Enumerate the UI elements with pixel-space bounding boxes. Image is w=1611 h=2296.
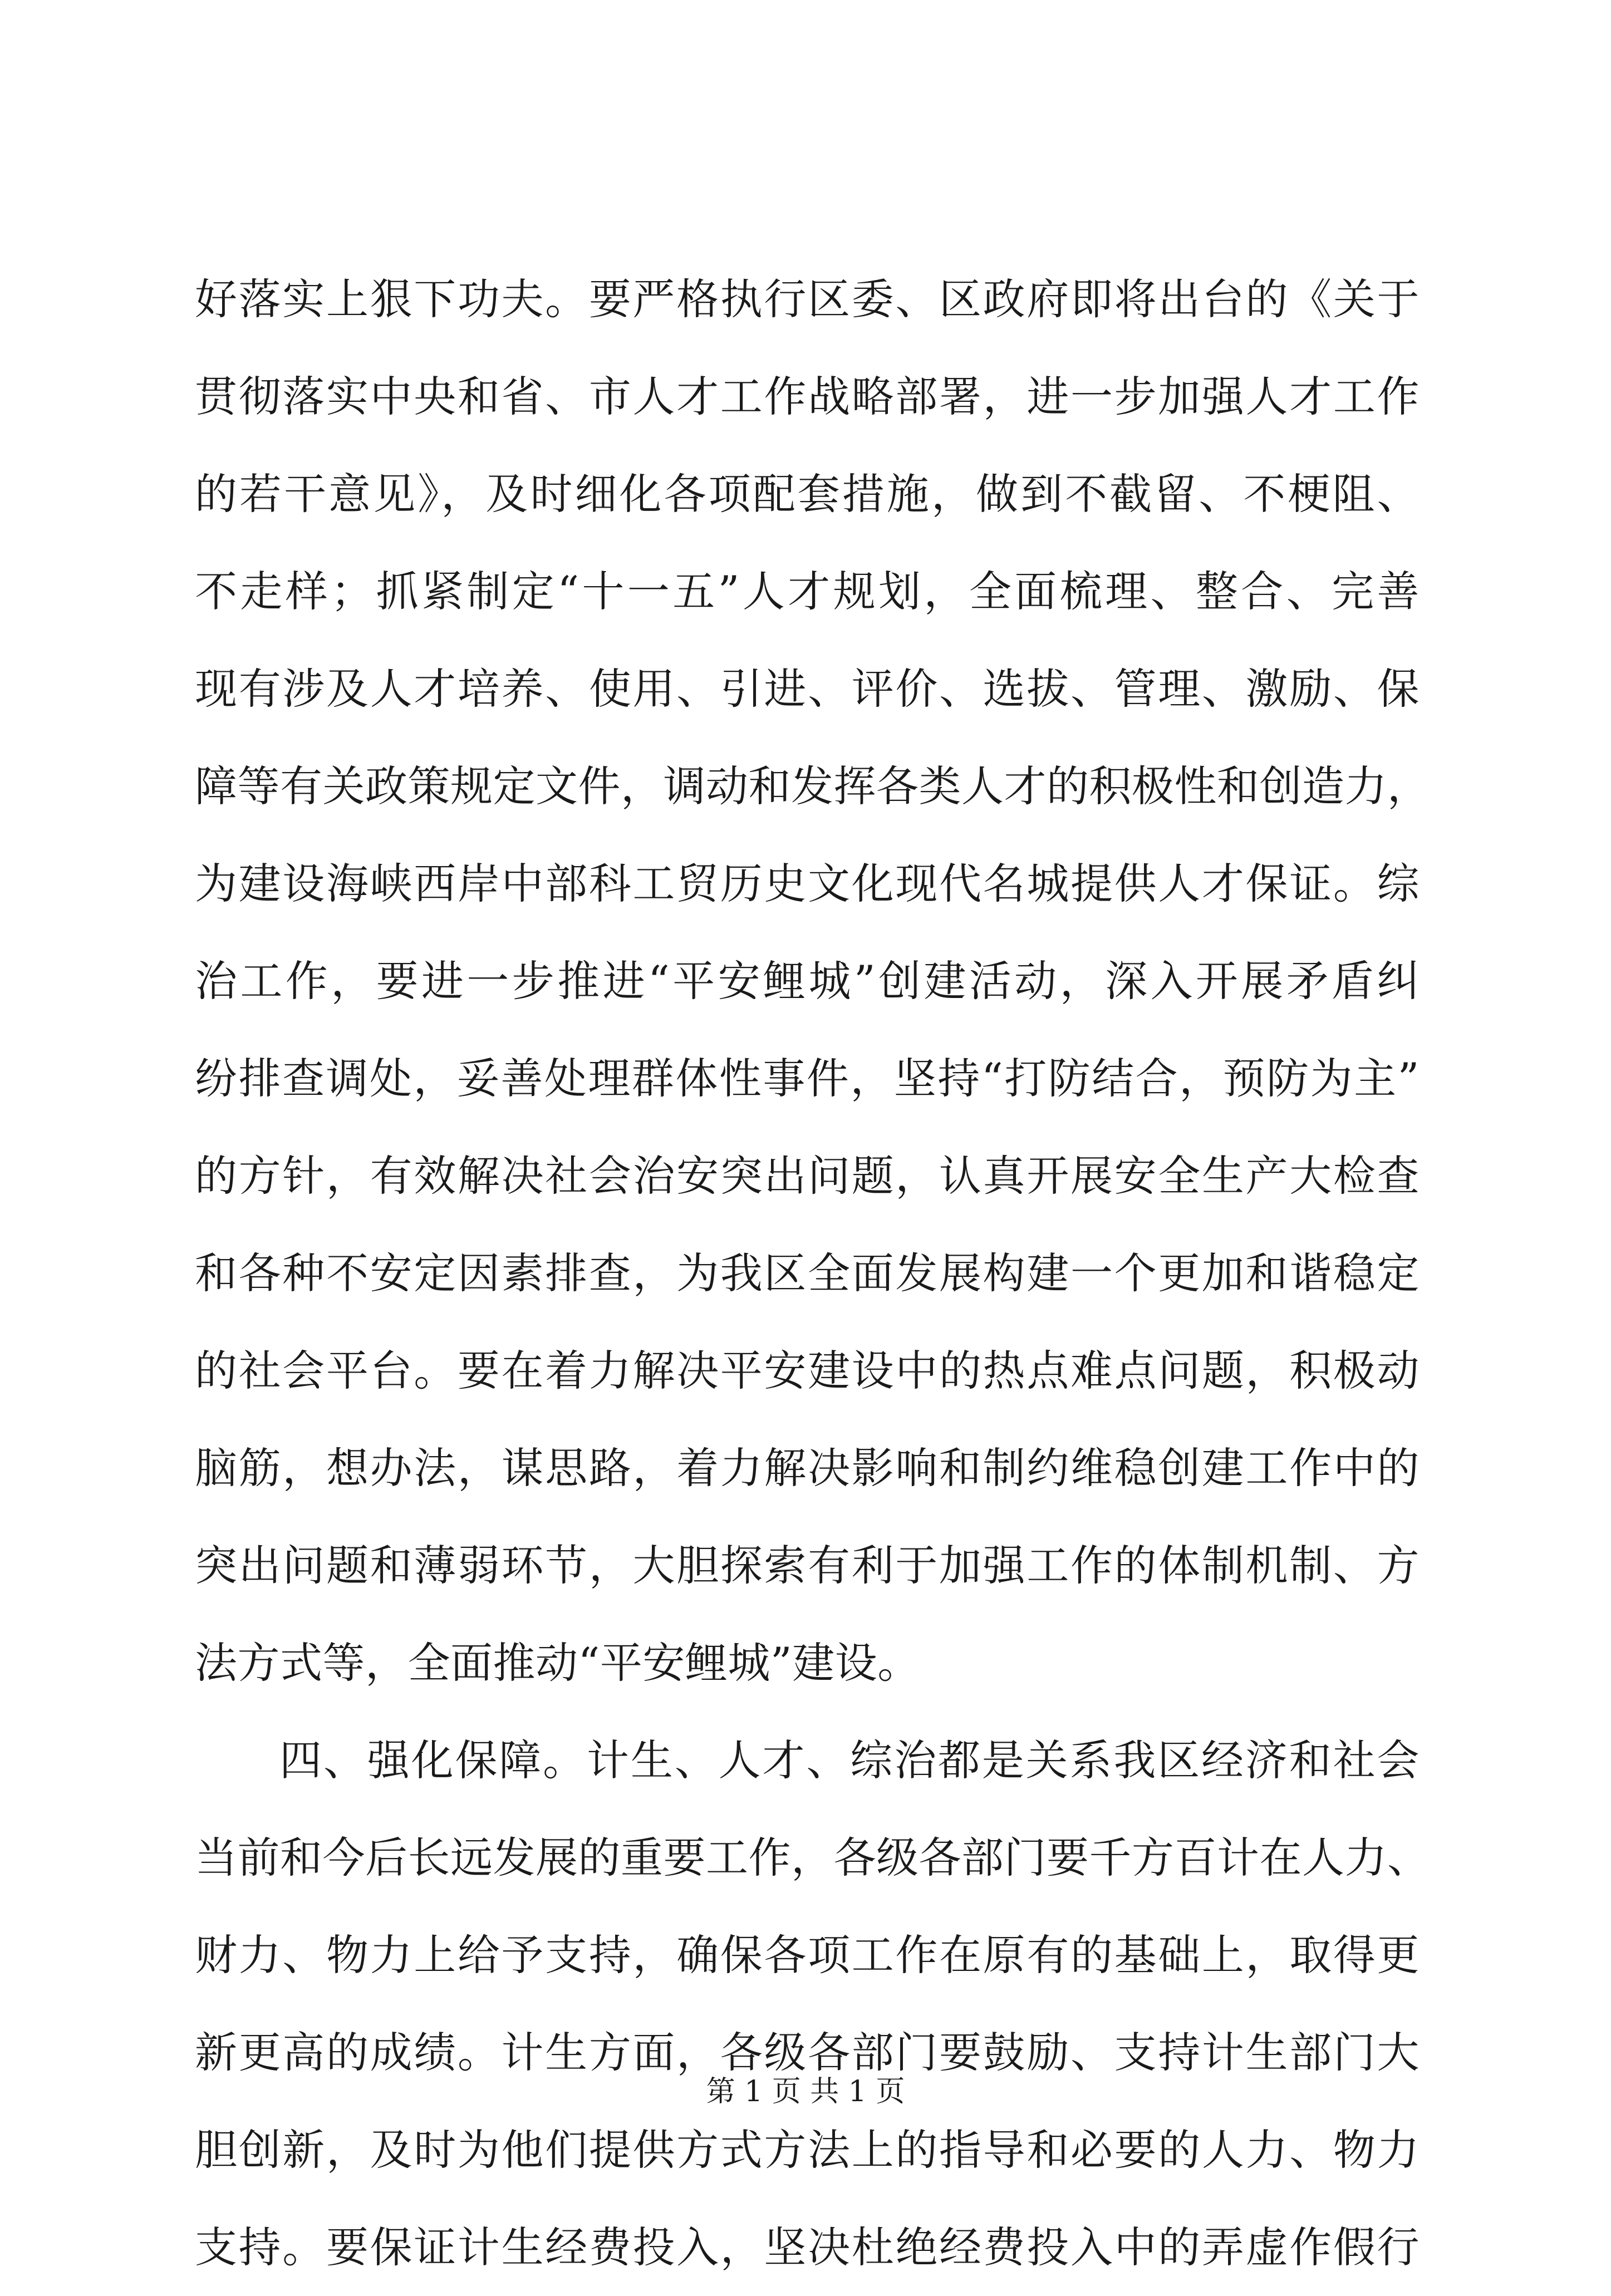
- text-line: 突出问题和薄弱环节，大胆探索有利于加强工作的体制机制、方: [195, 1541, 1420, 1590]
- text-line: 好落实上狠下功夫。要严格执行区委、区政府即将出台的《关于: [195, 274, 1420, 324]
- text-line: 不走样；抓紧制定“十一五”人才规划，全面梳理、整合、完善: [195, 567, 1420, 616]
- text-line: 和各种不安定因素排查，为我区全面发展构建一个更加和谐稳定: [195, 1248, 1420, 1298]
- text-line: 纷排查调处，妥善处理群体性事件，坚持“打防结合，预防为主”: [195, 1054, 1420, 1103]
- text-line: 财力、物力上给予支持，确保各项工作在原有的基础上，取得更: [195, 1930, 1420, 1980]
- text-line: 的方针，有效解决社会治安突出问题，认真开展安全生产大检查: [195, 1151, 1420, 1201]
- text-line: 胆创新，及时为他们提供方式方法上的指导和必要的人力、物力: [195, 2125, 1420, 2175]
- text-line: 贯彻落实中央和省、市人才工作战略部署，进一步加强人才工作: [195, 372, 1420, 421]
- text-line: 新更高的成绩。计生方面，各级各部门要鼓励、支持计生部门大: [195, 2028, 1420, 2077]
- text-line: 的社会平台。要在着力解决平安建设中的热点难点问题，积极动: [195, 1346, 1420, 1395]
- text-line: 为建设海峡西岸中部科工贸历史文化现代名城提供人才保证。综: [195, 859, 1420, 908]
- text-line: 脑筋，想办法，谋思路，着力解决影响和制约维稳创建工作中的: [195, 1443, 1420, 1493]
- text-line: 四、强化保障。计生、人才、综治都是关系我区经济和社会: [279, 1735, 1420, 1785]
- page-number-footer: 第 1 页 共 1 页: [706, 2075, 905, 2108]
- text-line: 障等有关政策规定文件，调动和发挥各类人才的积极性和创造力，: [195, 761, 1430, 811]
- text-line: 法方式等，全面推动“平安鲤城”建设。: [195, 1638, 920, 1688]
- text-line: 当前和今后长远发展的重要工作，各级各部门要千方百计在人力、: [195, 1833, 1430, 1882]
- text-line: 支持。要保证计生经费投入，坚决杜绝经费投入中的弄虚作假行: [195, 2223, 1420, 2272]
- document-body: [195, 250, 1430, 2296]
- text-line: 现有涉及人才培养、使用、引进、评价、选拔、管理、激励、保: [195, 664, 1420, 714]
- text-line: 治工作，要进一步推进“平安鲤城”创建活动，深入开展矛盾纠: [195, 956, 1420, 1006]
- text-line: 的若干意见》，及时细化各项配套措施，做到不截留、不梗阻、: [195, 469, 1420, 519]
